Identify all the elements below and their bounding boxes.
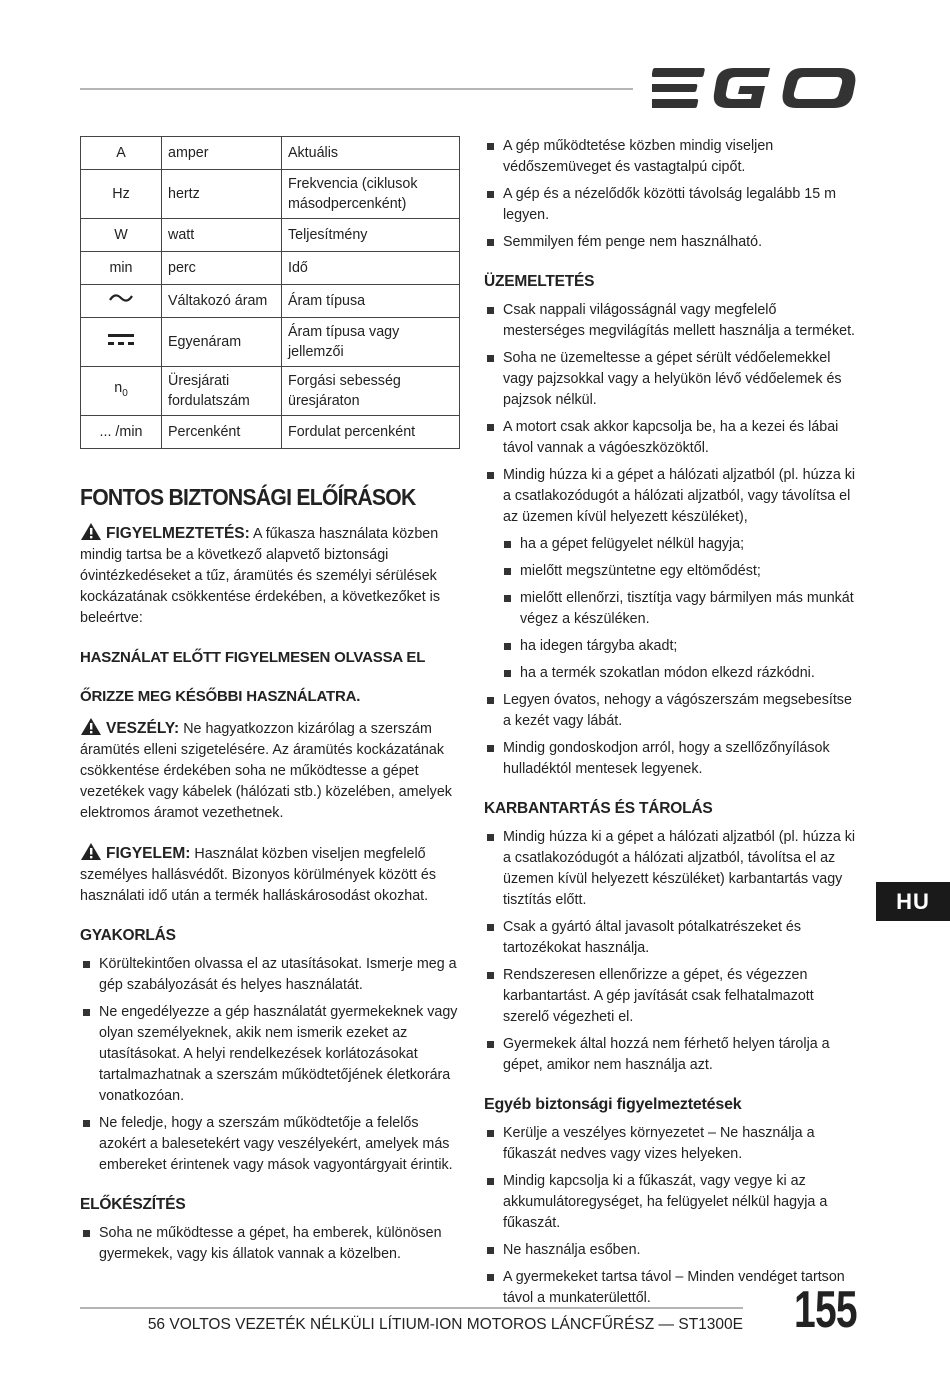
- sub-list-item: ha a termék szokatlan módon elkezd rázkódni.: [484, 663, 862, 684]
- list-item: Mindig kapcsolja ki a fűkaszát, vagy vegye ki az akkumulátoregységet, ha felügyelet nélkül hagyja a fűkaszát.: [484, 1171, 862, 1234]
- table-row: [81, 318, 460, 367]
- list-item: Semmilyen fém penge nem használható.: [484, 232, 862, 253]
- name-cell: Egyenáram: [162, 318, 282, 367]
- symbol-cell: W: [81, 219, 162, 252]
- warning-triangle-icon: [80, 842, 102, 861]
- symbol-n: n: [114, 380, 123, 397]
- list-item: Csak a gyártó által javasolt pótalkatrészeket és tartozékokat használja.: [484, 917, 862, 959]
- meaning-cell: Frekvencia (ciklusok másodpercenként): [282, 170, 460, 219]
- list-item: Körültekintően olvassa el az utasításokat. Ismerje meg a gép szabályozását és helyes használatát.: [80, 954, 460, 996]
- name-cell: watt: [162, 219, 282, 252]
- meaning-cell: Teljesítmény: [282, 219, 460, 252]
- warning-triangle-icon: [80, 522, 102, 541]
- warning-label: FIGYELMEZTETÉS:: [106, 525, 250, 542]
- symbol-cell: [81, 318, 162, 367]
- list-item: Mindig gondoskodjon arról, hogy a szellőzőnyílások hulladéktól mentesek legyenek.: [484, 738, 862, 780]
- meaning-cell: Áram típusa: [282, 285, 460, 318]
- table-row: [81, 285, 460, 318]
- operation-sub-list: [484, 534, 862, 684]
- name-cell: Váltakozó áram: [162, 285, 282, 318]
- list-item: Csak nappali világosságnál vagy megfelelő mesterséges megvilágítás mellett használja a terméket.: [484, 300, 862, 342]
- list-item: Ne használja esőben.: [484, 1240, 862, 1261]
- meaning-cell: Idő: [282, 252, 460, 285]
- footer-rule: [80, 1307, 743, 1309]
- preparation-heading: ELŐKÉSZÍTÉS: [80, 1196, 186, 1213]
- maintenance-list: [484, 827, 862, 1076]
- name-cell: amper: [162, 137, 282, 170]
- list-item: Soha ne üzemeltesse a gépet sérült védőelemekkel vagy pajzsokkal vagy a helyükön lévő védőelemek és pajzsok nélkül.: [484, 348, 862, 411]
- header-rule: [80, 88, 633, 90]
- maintenance-heading: KARBANTARTÁS ÉS TÁROLÁS: [484, 800, 713, 817]
- operation-list: [484, 300, 862, 528]
- table-row: [81, 219, 460, 252]
- practice-heading: GYAKORLÁS: [80, 927, 176, 944]
- symbols-table: [80, 136, 460, 449]
- sub-list-item: mielőtt megszüntetne egy eltömődést;: [484, 561, 862, 582]
- table-row: [81, 137, 460, 170]
- list-item: Ne feledje, hogy a szerszám működtetője a felelős azokért a balesetekért vagy veszélyekért, amelyek más embereket érintenek vagy mások vagyontárgyait érintik.: [80, 1113, 460, 1176]
- symbol-cell: min: [81, 252, 162, 285]
- footer-title: 56 VOLTOS VEZETÉK NÉLKÜLI LÍTIUM-ION MOTOROS LÁNCFŰRÉSZ — ST1300E: [147, 1316, 743, 1333]
- other-warnings-heading: Egyéb biztonsági figyelmeztetések: [484, 1096, 742, 1113]
- list-item: Mindig húzza ki a gépet a hálózati aljzatból (pl. húzza ki a csatlakozódugót a hálózati aljzatból, távolítsa el az üzemen kívül helyezett készüléket) karbantartás vagy tisztítás előtt.: [484, 827, 862, 911]
- caution-text: Használat közben viseljen megfelelő személyes hallásvédőt. Bizonyos körülmények között és használati idő után a termék halláskárosodást okozhat.: [80, 846, 436, 904]
- table-row: [81, 367, 460, 416]
- list-item: A gyermekeket tartsa távol – Minden vendéget tartson távol a munkaterülettől.: [484, 1267, 862, 1309]
- operation-list-continued: [484, 690, 862, 780]
- practice-list: [80, 954, 460, 1176]
- keep-heading: ŐRIZZE MEG KÉSŐBBI HASZNÁLATRA.: [80, 688, 361, 705]
- sub-list-item: ha idegen tárgyba akadt;: [484, 636, 862, 657]
- table-row: [81, 416, 460, 449]
- list-item: Kerülje a veszélyes környezetet – Ne használja a fűkaszát nedves vagy vizes helyeken.: [484, 1123, 862, 1165]
- danger-text: Ne hagyatkozzon kizárólag a szerszám áramütés elleni szigetelésére. Az áramütés kockázatának csökkentése érdekében soha ne működtesse a gépet vezetékek vagy kábelek (hálózati stb.) közelében, amelyek elektromos áramot vezethetnek.: [80, 721, 452, 821]
- meaning-cell: Aktuális: [282, 137, 460, 170]
- sub-list-item: ha a gépet felügyelet nélkül hagyja;: [484, 534, 862, 555]
- name-cell: Üresjárati fordulatszám: [162, 367, 282, 416]
- list-item: Mindig húzza ki a gépet a hálózati aljzatból (pl. húzza ki a csatlakozódugót a hálózati aljzatból, vagy távolítsa el az üzemen kívül helyezett készüléket),: [484, 465, 862, 528]
- operation-heading: ÜZEMELTETÉS: [484, 273, 595, 290]
- ego-logo: [652, 64, 862, 112]
- list-item: A gép működtetése közben mindig viseljen védőszemüveget és vastagtalpú cipőt.: [484, 136, 862, 178]
- list-item: Rendszeresen ellenőrizze a gépet, és végezzen karbantartást. A gép javítását csak felhatalmazott szerelő végezheti el.: [484, 965, 862, 1028]
- right-column: [484, 136, 862, 1315]
- table-row: [81, 252, 460, 285]
- symbol-cell: [81, 285, 162, 318]
- symbol-cell: [81, 367, 162, 416]
- warning-triangle-icon: [80, 717, 102, 736]
- page-title: FONTOS BIZTONSÁGI ELŐÍRÁSOK: [80, 484, 416, 510]
- name-cell: hertz: [162, 170, 282, 219]
- caution-paragraph: [80, 842, 460, 907]
- table-row: [81, 170, 460, 219]
- caution-label: FIGYELEM:: [106, 845, 191, 862]
- symbol-cell: A: [81, 137, 162, 170]
- sub-list-item: mielőtt ellenőrzi, tisztítja vagy bármilyen más munkát végez a készüléken.: [484, 588, 862, 630]
- meaning-cell: Áram típusa vagy jellemzői: [282, 318, 460, 367]
- list-item: Legyen óvatos, nehogy a vágószerszám megsebesítse a kezét vagy lábát.: [484, 690, 862, 732]
- meaning-cell: Fordulat percenként: [282, 416, 460, 449]
- danger-label: VESZÉLY:: [106, 720, 180, 737]
- left-column: [80, 136, 460, 1271]
- read-before-heading: HASZNÁLAT ELŐTT FIGYELMESEN OLVASSA EL: [80, 649, 426, 666]
- page-number: 155: [794, 1281, 857, 1339]
- name-cell: Percenként: [162, 416, 282, 449]
- direct-current-icon: [107, 331, 135, 347]
- top-list: [484, 136, 862, 253]
- list-item: Ne engedélyezze a gép használatát gyermekeknek vagy olyan személyeknek, akik nem ismerik ezeket az utasításokat. A helyi rendelkezések korlátozásokat tartalmazhatnak a szerszám működtetőjének életkorára vonatkozóan.: [80, 1002, 460, 1107]
- danger-paragraph: [80, 717, 460, 824]
- symbol-cell: Hz: [81, 170, 162, 219]
- symbol-subscript: 0: [122, 387, 128, 399]
- alternating-current-icon: [108, 291, 134, 305]
- list-item: A gép és a nézelődők közötti távolság legalább 15 m legyen.: [484, 184, 862, 226]
- language-tab: HU: [876, 882, 950, 921]
- symbol-cell: ... /min: [81, 416, 162, 449]
- name-cell: perc: [162, 252, 282, 285]
- list-item: Gyermekek által hozzá nem férhető helyen tárolja a gépet, amikor nem használja azt.: [484, 1034, 862, 1076]
- warning-paragraph: [80, 522, 460, 629]
- meaning-cell: Forgási sebesség üresjáraton: [282, 367, 460, 416]
- list-item: A motort csak akkor kapcsolja be, ha a kezei és lábai távol vannak a vágóeszközöktől.: [484, 417, 862, 459]
- preparation-list: [80, 1223, 460, 1265]
- list-item: Soha ne működtesse a gépet, ha emberek, különösen gyermekek, vagy kis állatok vannak a közelben.: [80, 1223, 460, 1265]
- warning-text: A fűkasza használata közben mindig tartsa be a következő alapvető biztonsági óvintézkedéseket a tűz, áramütés és személyi sérülések kockázatának csökkentése érdekében, a következőket is beleértve:: [80, 526, 441, 626]
